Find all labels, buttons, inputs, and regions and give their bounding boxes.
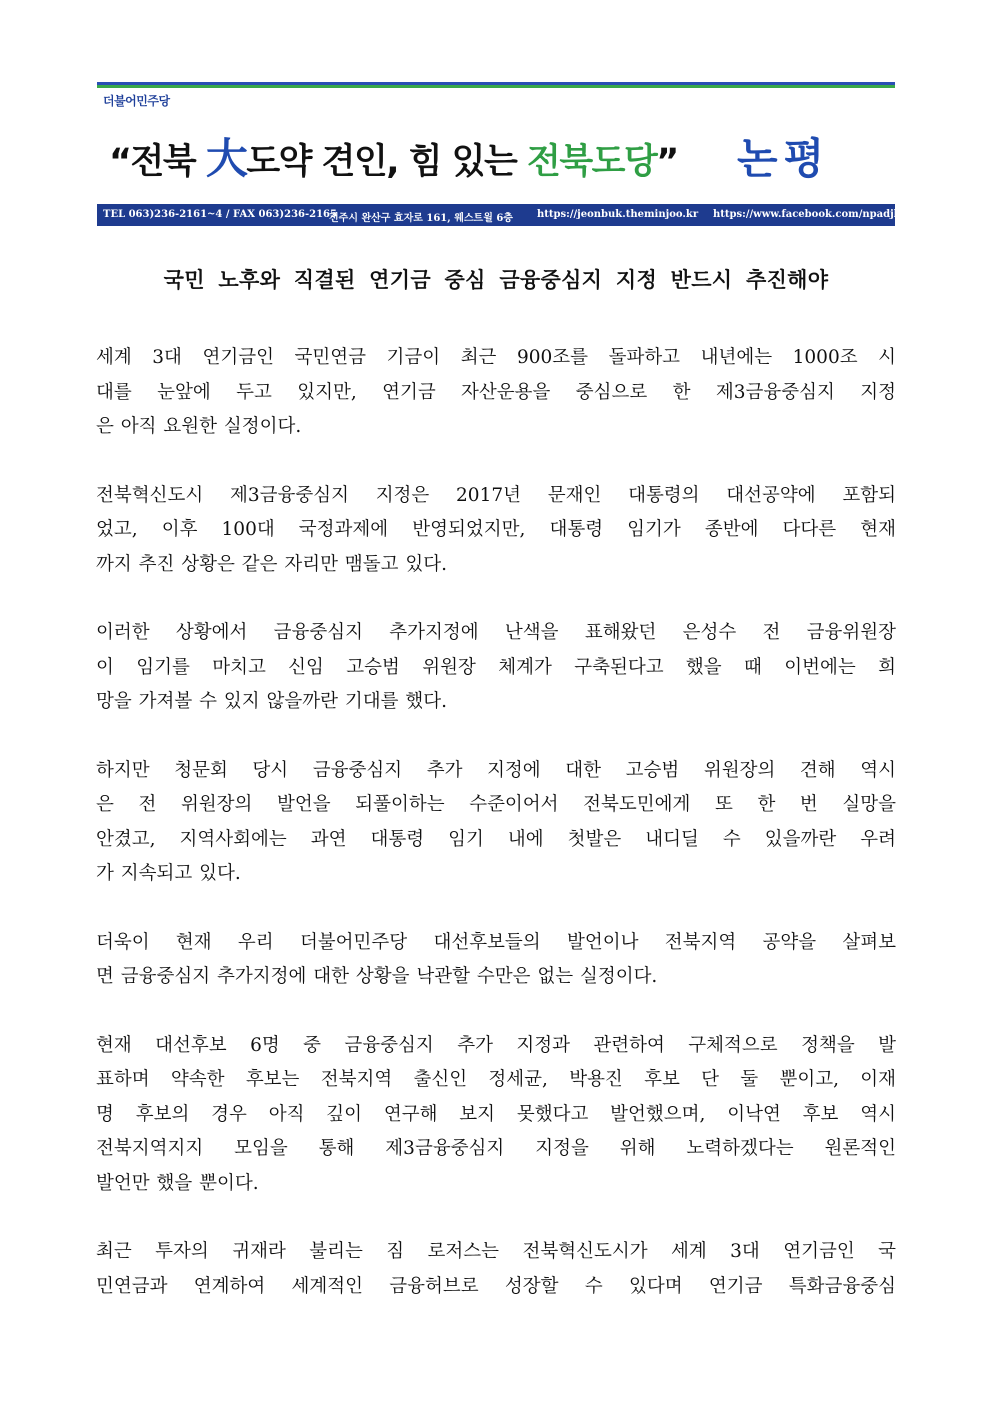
contact-info-bar xyxy=(97,204,901,226)
slogan-close: ” xyxy=(656,142,678,182)
slogan-open: “전북 xyxy=(109,142,206,182)
paragraph xyxy=(96,616,896,720)
doc-type-label: 논평 xyxy=(737,134,831,183)
body-text xyxy=(96,341,896,1338)
party-logo: 더불어민주당 xyxy=(103,94,170,108)
text-line: 안겼고, 지역사회에는 과연 대통령 임기 내에 첫발은 내디딜 수 있을까란 우려 xyxy=(96,828,896,850)
text-line: 명 후보의 경우 아직 깊이 연구해 보지 못했다고 발언했으며, 이낙연 후보 역시 xyxy=(96,1103,896,1125)
text-line: 최근 투자의 귀재라 불리는 짐 로저스는 전북혁신도시가 세계 3대 연기금인 국 xyxy=(96,1241,896,1262)
paragraph xyxy=(96,1029,896,1202)
slogan-big-char: 大 xyxy=(205,134,247,183)
text-line: 전북지역지지 모임을 통해 제3금융중심지 지정을 위해 노력하겠다는 원론적인 xyxy=(96,1138,896,1159)
text-line: 이러한 상황에서 금융중심지 추가지정에 난색을 표해왔던 은성수 전 금융위원장 xyxy=(96,622,896,643)
text-line: 현재 대선후보 6명 중 금융중심지 추가 지정과 관련하여 구체적으로 정책을 발 xyxy=(96,1034,896,1056)
text-line: 면 금융중심지 추가지정에 대한 상황을 낙관할 수만은 없는 실정이다. xyxy=(96,966,658,987)
text-line: 전북혁신도시 제3금융중심지 지정은 2017년 문재인 대통령의 대선공약에 포함되 xyxy=(96,484,896,506)
text-line: 하지만 청문회 당시 금융중심지 추가 지정에 대한 고승범 위원장의 견해 역시 xyxy=(96,759,896,781)
text-line: 은 전 위원장의 발언을 되풀이하는 수준이어서 전북도민에게 또 한 번 실망을 xyxy=(96,794,896,815)
text-line: 었고, 이후 100대 국정과제에 반영되었지만, 대통령 임기가 종반에 다다른 현재 xyxy=(96,519,896,540)
party-slogan xyxy=(109,126,678,186)
text-line: 더욱이 현재 우리 더불어민주당 대선후보들의 발언이나 전북지역 공약을 살펴보 xyxy=(96,931,896,953)
text-line: 이 임기를 마치고 신임 고승범 위원장 체계가 구축된다고 했을 때 이번에는 희 xyxy=(96,656,896,678)
paragraph xyxy=(96,754,896,892)
text-line: 표하며 약속한 후보는 전북지역 출신인 정세균, 박용진 후보 단 둘 뿐이고, 이재 xyxy=(96,1069,896,1090)
text-line: 망을 가져볼 수 있지 않을까란 기대를 했다. xyxy=(96,691,447,712)
paragraph xyxy=(96,479,896,583)
header-banner xyxy=(97,82,901,226)
website-link[interactable]: https://jeonbuk.theminjoo.kr xyxy=(537,209,699,220)
top-green-stripe xyxy=(97,85,895,88)
contact-address: 전주시 완산구 효자로 161, 웨스트윌 6층 xyxy=(329,213,513,224)
document-title: 국민 노후와 직결된 연기금 중심 금융중심지 지정 반드시 추진해야 xyxy=(163,267,829,292)
text-line: 발언만 했을 뿐이다. xyxy=(96,1172,259,1194)
slogan-middle: 도약 견인, 힘 있는 xyxy=(246,142,528,182)
text-line: 가 지속되고 있다. xyxy=(96,863,241,884)
paragraph xyxy=(96,926,896,995)
text-line: 민연금과 연계하여 세계적인 금융허브로 성장할 수 있다며 연기금 특화금융중심 xyxy=(96,1275,896,1297)
slogan-green: 전북도당 xyxy=(527,142,657,182)
text-line: 세계 3대 연기금인 국민연금 기금이 최근 900조를 돌파하고 내년에는 1000조 시 xyxy=(96,347,896,368)
contact-phone: TEL 063)236-2161~4 / FAX 063)236-2165 xyxy=(103,209,337,220)
paragraph xyxy=(96,341,896,445)
text-line: 대를 눈앞에 두고 있지만, 연기금 자산운용을 중심으로 한 제3금융중심지 지정 xyxy=(96,381,896,403)
text-line: 까지 추진 상황은 같은 자리만 맴돌고 있다. xyxy=(96,553,447,575)
text-line: 은 아직 요원한 실정이다. xyxy=(96,416,302,437)
facebook-link[interactable]: https://www.facebook.com/npadjb xyxy=(713,209,901,220)
paragraph xyxy=(96,1235,896,1304)
